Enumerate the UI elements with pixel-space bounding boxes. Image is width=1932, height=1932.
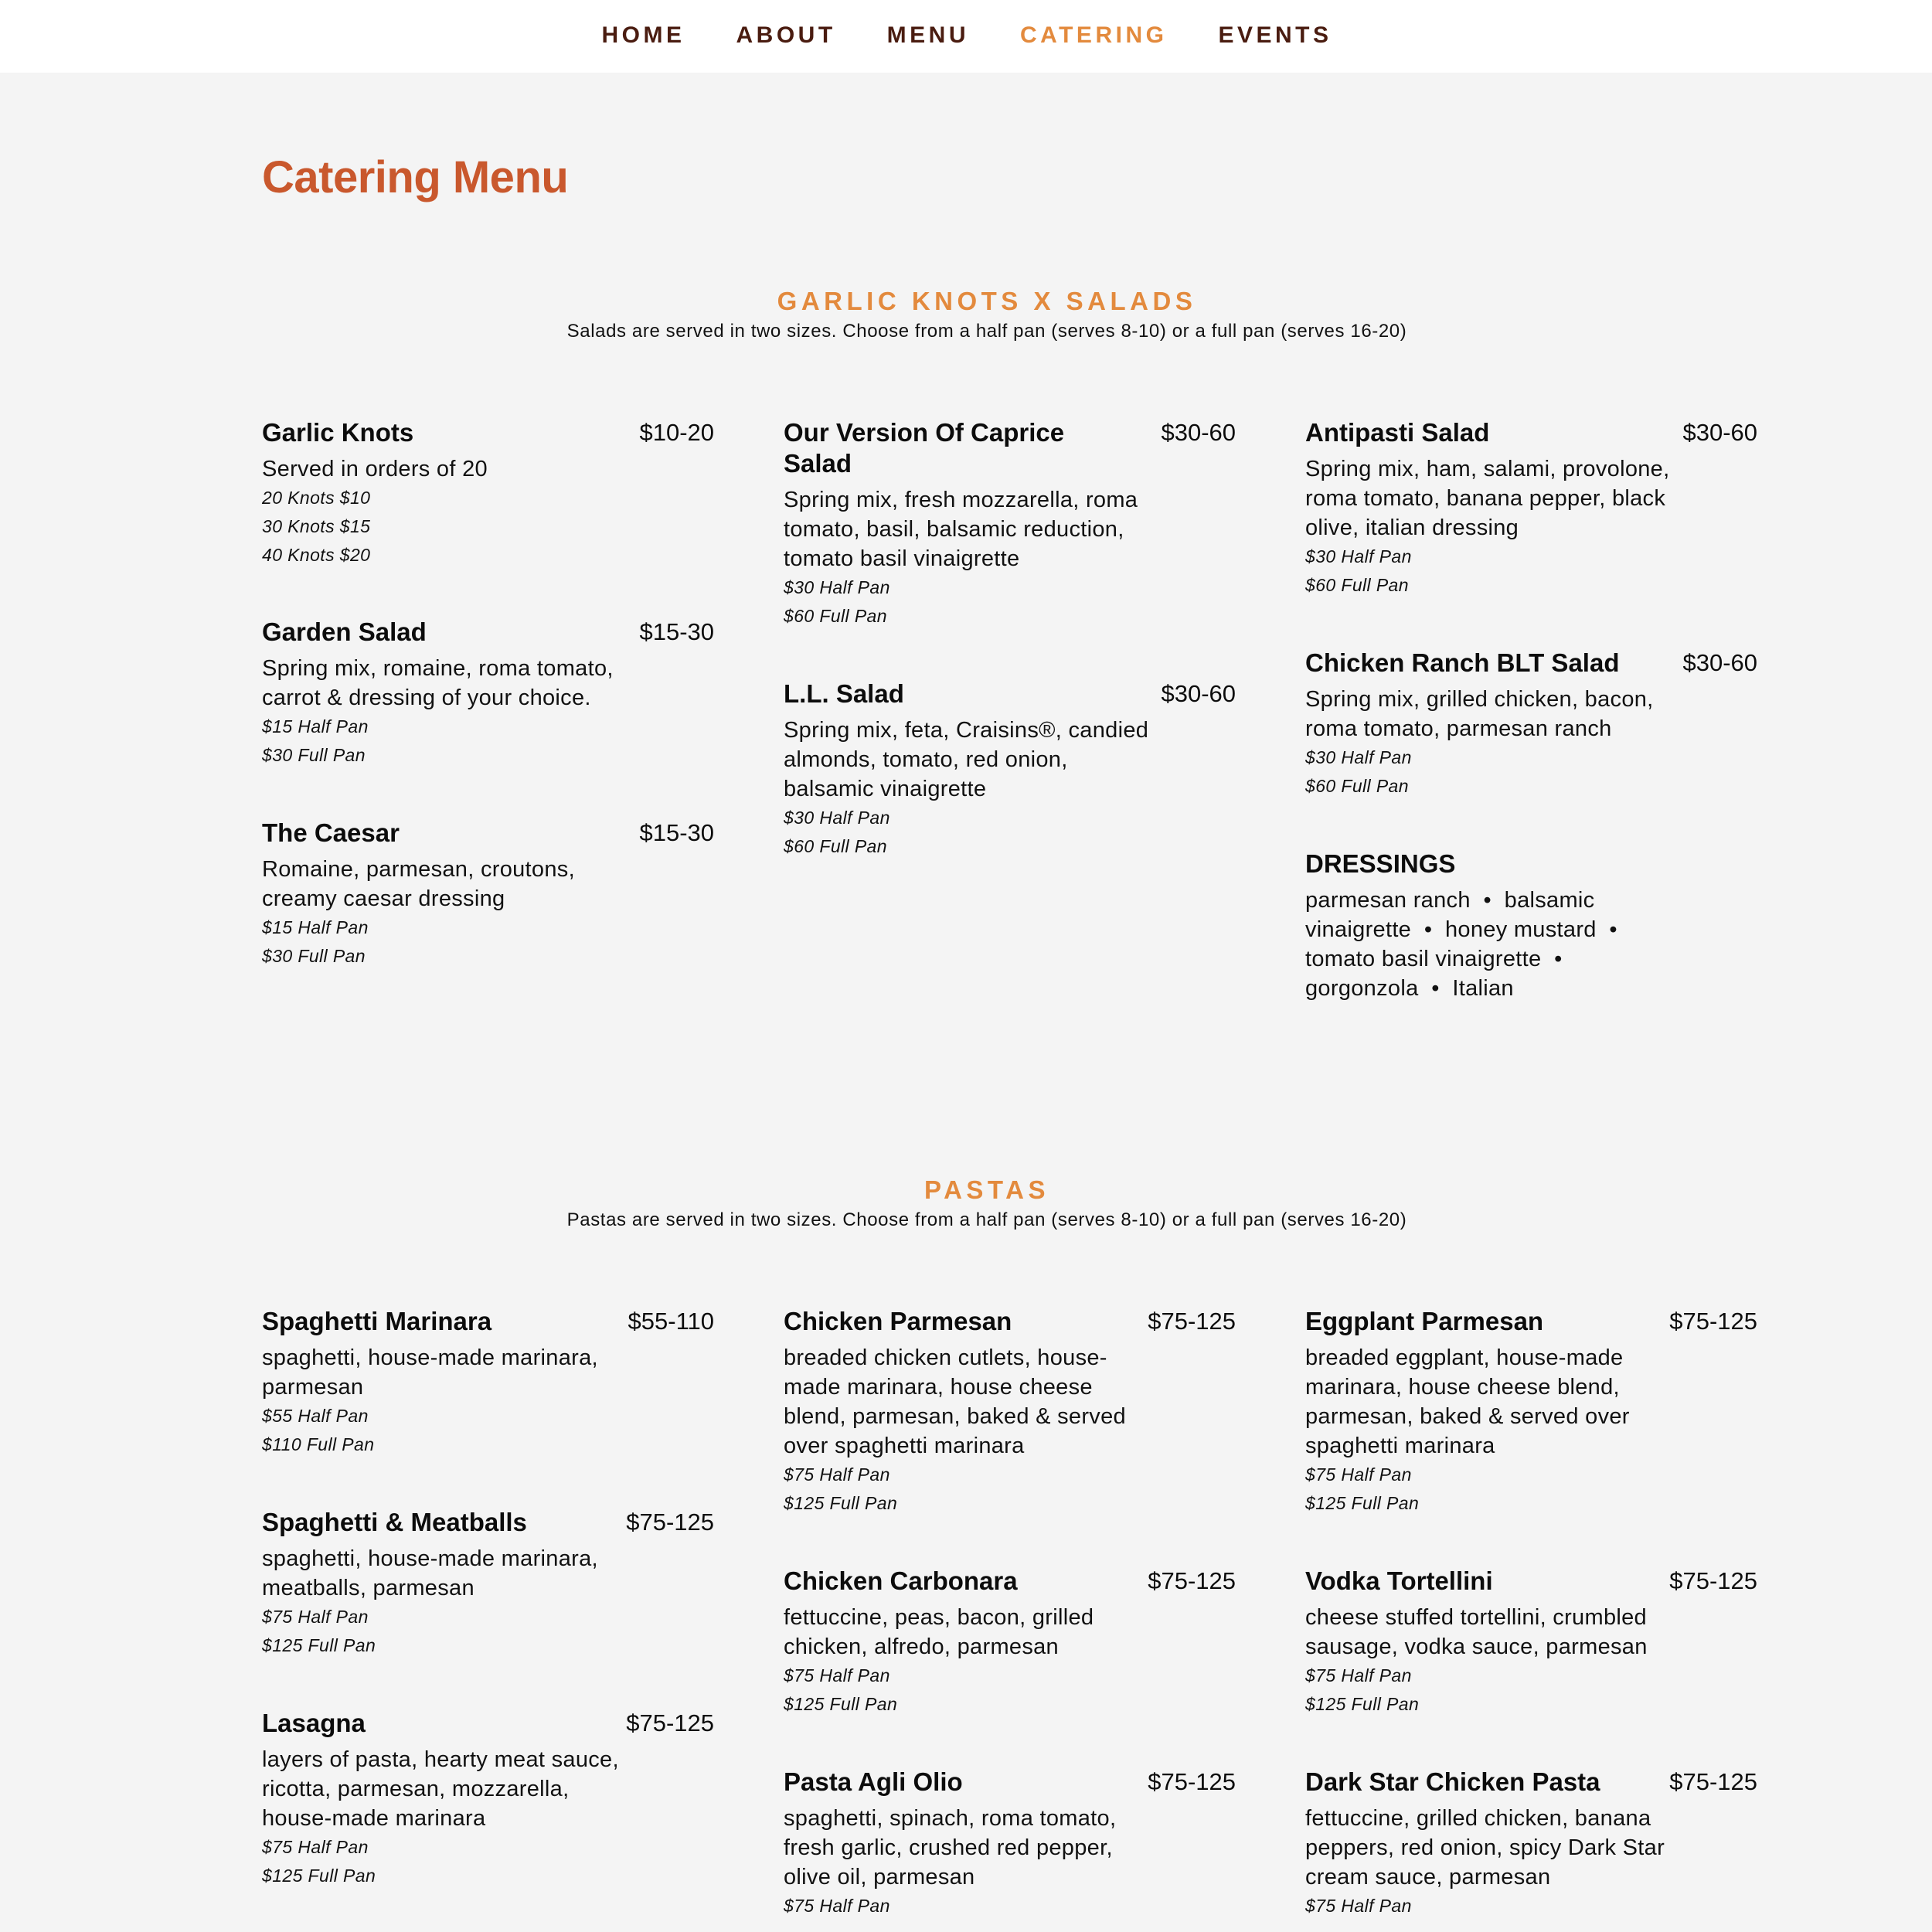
item-option: $110 Full Pan — [262, 1434, 375, 1454]
item-name: L.L. Salad — [784, 679, 904, 708]
item-option: $75 Half Pan — [1305, 1665, 1412, 1685]
item-description: Spring mix, fresh mozzarella, roma tomato, basil, balsamic reduction, tomato basil vinaigrette — [784, 488, 1138, 571]
item-description: breaded chicken cutlets, house-made marinara, house cheese blend, parmesan, baked & served over spaghetti marinara — [784, 1345, 1126, 1458]
menu-item-eggplant-parmesan — [1305, 1306, 1757, 1518]
nav-catering[interactable]: CATERING — [1020, 22, 1168, 48]
item-option: $75 Half Pan — [262, 1837, 369, 1857]
item-description: spaghetti, house-made marinara, parmesan — [262, 1345, 598, 1400]
item-description: layers of pasta, hearty meat sauce, ricotta, parmesan, mozzarella, house-made marinara — [262, 1747, 619, 1831]
item-description: fettuccine, grilled chicken, banana peppers, red onion, spicy Dark Star cream sauce, parmesan — [1305, 1806, 1665, 1889]
item-option: $125 Full Pan — [262, 1866, 376, 1886]
item-description: parmesan ranch • balsamic vinaigrette • honey mustard • tomato basil vinaigrette • gorgonzola • Italian — [1305, 888, 1631, 1001]
nav-about[interactable]: ABOUT — [736, 22, 836, 48]
nav-list — [602, 22, 1332, 49]
item-name: Vodka Tortellini — [1305, 1566, 1493, 1595]
section-title: PASTAS — [924, 1175, 1049, 1204]
item-price: $75-125 — [1148, 1567, 1236, 1594]
item-option: 40 Knots $20 — [262, 545, 371, 565]
menu-item-lasagna — [262, 1708, 714, 1890]
nav-menu[interactable]: MENU — [886, 22, 969, 48]
item-description: Served in orders of 20 — [262, 457, 488, 481]
item-name: Dark Star Chicken Pasta — [1305, 1767, 1600, 1796]
item-option: $60 Full Pan — [1305, 776, 1409, 796]
item-option: $60 Full Pan — [1305, 575, 1409, 595]
item-price: $75-125 — [626, 1509, 714, 1536]
item-option: $15 Half Pan — [262, 917, 369, 937]
section-header — [240, 286, 1734, 343]
section-subtitle: Pastas are served in two sizes. Choose from a half pan (serves 8-10) or a full pan (serves 16-20) — [566, 1209, 1407, 1230]
item-description: fettuccine, peas, bacon, grilled chicken, alfredo, parmesan — [784, 1605, 1094, 1659]
item-option: $60 Full Pan — [784, 836, 887, 856]
item-option: $30 Half Pan — [784, 577, 890, 597]
item-option: $60 Full Pan — [784, 606, 887, 626]
menu-item-dressings — [1305, 849, 1757, 1003]
menu-item-chicken-carbonara — [784, 1566, 1236, 1719]
item-option: $15 Half Pan — [262, 716, 369, 736]
item-option: $75 Half Pan — [784, 1464, 890, 1485]
item-name: Antipasti Salad — [1305, 418, 1490, 447]
item-name: DRESSINGS — [1305, 849, 1456, 878]
item-description: spaghetti, spinach, roma tomato, fresh garlic, crushed red pepper, olive oil, parmesan — [784, 1806, 1117, 1889]
section-title: GARLIC KNOTS X SALADS — [777, 287, 1197, 315]
item-price: $30-60 — [1682, 649, 1757, 676]
page-title: Catering Menu — [262, 152, 569, 202]
top-navigation — [0, 0, 1932, 73]
menu-item-spaghetti-marinara — [262, 1306, 714, 1459]
item-description: spaghetti, house-made marinara, meatballs, parmesan — [262, 1546, 598, 1600]
item-option: $125 Full Pan — [784, 1694, 898, 1714]
item-option: $30 Full Pan — [262, 946, 366, 966]
item-option: $125 Full Pan — [1305, 1493, 1420, 1513]
menu-item-caprice-salad — [784, 417, 1236, 631]
item-option: $75 Half Pan — [784, 1896, 890, 1916]
item-option: $75 Half Pan — [784, 1665, 890, 1685]
item-option: $125 Full Pan — [1305, 1694, 1420, 1714]
menu-item-pasta-agli-olio — [784, 1767, 1236, 1920]
item-price: $75-125 — [1148, 1768, 1236, 1795]
item-name: The Caesar — [262, 818, 400, 847]
item-option: $75 Half Pan — [1305, 1464, 1412, 1485]
item-name: Chicken Carbonara — [784, 1566, 1018, 1595]
item-description: Romaine, parmesan, croutons, creamy caesar dressing — [262, 857, 575, 911]
menu-item-chicken-parmesan — [784, 1306, 1236, 1518]
item-name: Spaghetti Marinara — [262, 1307, 492, 1335]
menu-item-garlic-knots — [262, 417, 714, 570]
item-option: $75 Half Pan — [1305, 1896, 1412, 1916]
item-price: $30-60 — [1682, 419, 1757, 446]
item-price: $15-30 — [639, 819, 714, 846]
nav-home[interactable]: HOME — [601, 22, 685, 48]
item-option: $30 Full Pan — [262, 745, 366, 765]
item-option: $30 Half Pan — [784, 808, 890, 828]
item-name: Spaghetti & Meatballs — [262, 1508, 527, 1536]
item-description: Spring mix, feta, Craisins®, candied almonds, tomato, red onion, balsamic vinaigrette — [784, 718, 1149, 801]
item-description: cheese stuffed tortellini, crumbled sausage, vodka sauce, parmesan — [1305, 1605, 1648, 1659]
section-subtitle: Salads are served in two sizes. Choose from a half pan (serves 8-10) or a full pan (serves 16-20) — [566, 321, 1407, 342]
item-price: $55-110 — [628, 1308, 714, 1335]
item-description: Spring mix, romaine, roma tomato, carrot & dressing of your choice. — [262, 656, 614, 710]
item-name: Eggplant Parmesan — [1305, 1307, 1544, 1335]
item-name: Pasta Agli Olio — [784, 1767, 963, 1796]
item-price: $10-20 — [639, 419, 714, 446]
item-option: $30 Half Pan — [1305, 747, 1412, 767]
item-name: Chicken Ranch BLT Salad — [1305, 648, 1620, 677]
item-option: $55 Half Pan — [262, 1406, 369, 1426]
section-header — [240, 1175, 1734, 1232]
menu-item-the-caesar — [262, 818, 714, 971]
nav-events[interactable]: EVENTS — [1218, 22, 1332, 48]
item-option: $125 Full Pan — [784, 1493, 898, 1513]
item-option: 30 Knots $15 — [262, 516, 371, 536]
item-price: $15-30 — [639, 618, 714, 645]
item-price: $75-125 — [1148, 1308, 1236, 1335]
item-description: Spring mix, ham, salami, provolone, roma tomato, banana pepper, black olive, italian dressing — [1305, 457, 1670, 540]
item-option: 20 Knots $10 — [262, 488, 371, 508]
menu-item-dark-star-chicken-pasta — [1305, 1767, 1757, 1920]
item-price: $75-125 — [1669, 1768, 1757, 1795]
item-name: Our Version Of Caprice Salad — [784, 418, 1065, 478]
item-price: $30-60 — [1161, 419, 1236, 446]
item-description: Spring mix, grilled chicken, bacon, roma tomato, parmesan ranch — [1305, 687, 1654, 741]
item-name: Garden Salad — [262, 617, 427, 646]
item-option: $30 Half Pan — [1305, 546, 1412, 566]
item-name: Garlic Knots — [262, 418, 414, 447]
menu-item-antipasti-salad — [1305, 417, 1757, 600]
menu-item-chicken-ranch-blt — [1305, 648, 1757, 801]
item-option: $125 Full Pan — [262, 1635, 376, 1655]
menu-item-vodka-tortellini — [1305, 1566, 1757, 1719]
menu-item-spaghetti-meatballs — [262, 1507, 714, 1660]
section-garlic-knots-salads — [262, 286, 1757, 1001]
menu-item-ll-salad — [784, 679, 1236, 861]
item-description: breaded eggplant, house-made marinara, house cheese blend, parmesan, baked & served over spaghetti marinara — [1305, 1345, 1630, 1458]
item-name: Chicken Parmesan — [784, 1307, 1012, 1335]
item-option: $75 Half Pan — [262, 1607, 369, 1627]
item-price: $75-125 — [626, 1709, 714, 1736]
item-price: $30-60 — [1161, 680, 1236, 707]
item-name: Lasagna — [262, 1709, 366, 1737]
item-price: $75-125 — [1669, 1567, 1757, 1594]
item-price: $75-125 — [1669, 1308, 1757, 1335]
section-pastas — [262, 1175, 1757, 1916]
menu-item-garden-salad — [262, 617, 714, 770]
